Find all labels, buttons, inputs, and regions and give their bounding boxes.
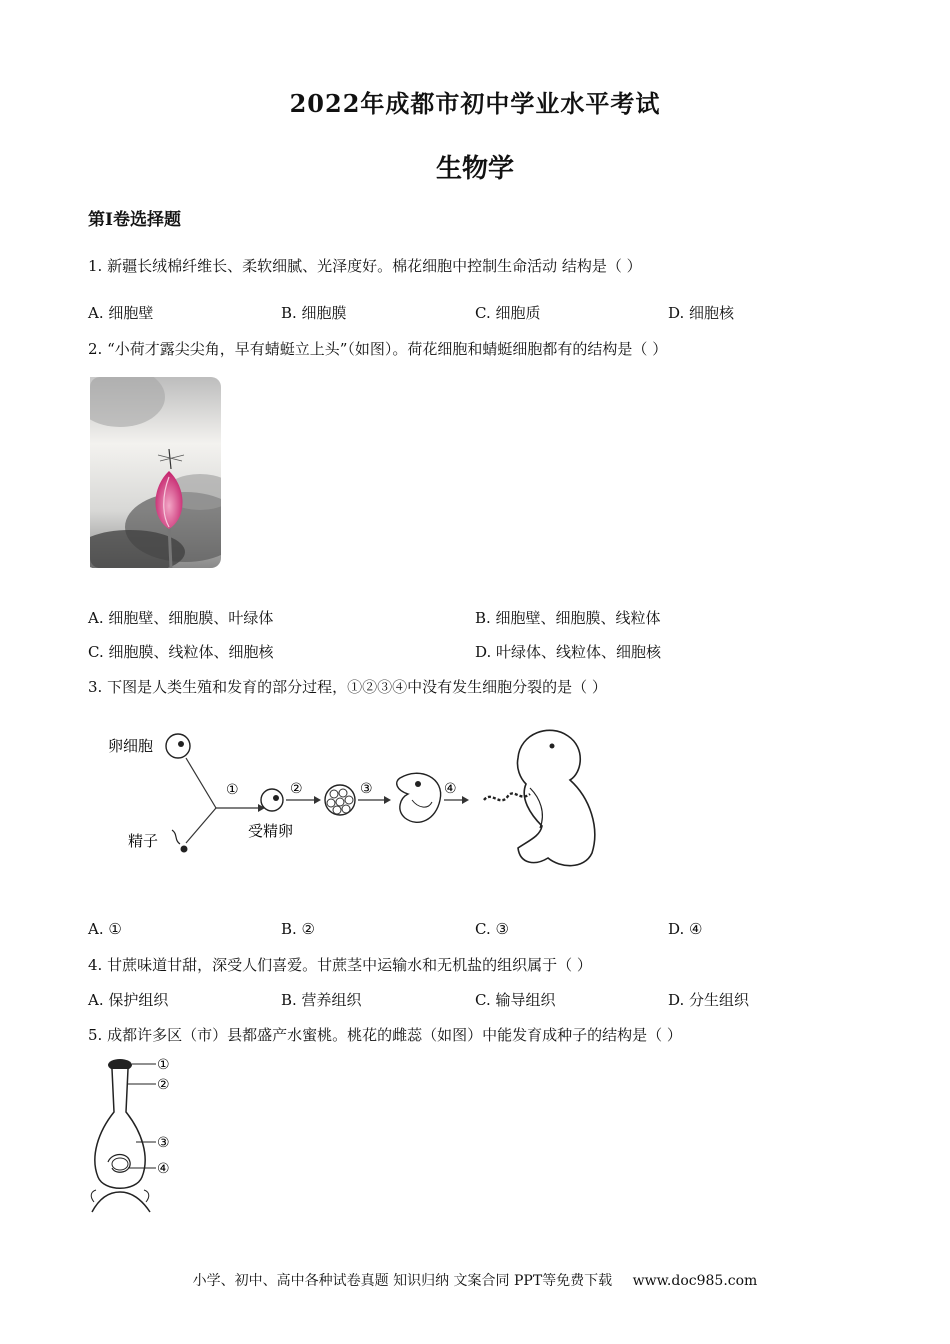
step-2-label: ②	[290, 781, 303, 797]
pistil-label-1: ①	[157, 1057, 170, 1073]
step-4-label: ④	[444, 781, 457, 797]
sperm-label: 精子	[128, 832, 159, 850]
q1-option-c: C. 细胞质	[475, 304, 541, 322]
zygote	[261, 789, 283, 811]
q1-option-a: A. 细胞壁	[88, 304, 154, 322]
footer-text: 小学、初中、高中各种试卷真题 知识归纳 文案合同 PPT等免费下载	[192, 1273, 613, 1289]
question-2-stem: 2. “小荷才露尖尖角，早有蜻蜓立上头”（如图）。荷花细胞和蜻蜓细胞都有的结构是（ ）	[88, 340, 668, 358]
egg-cell	[166, 734, 190, 758]
q2-option-b: B. 细胞壁、细胞膜、线粒体	[475, 609, 661, 627]
pistil-label-3: ③	[157, 1135, 170, 1151]
q4-option-d: D. 分生组织	[668, 991, 750, 1009]
zygote-label: 受精卵	[248, 822, 294, 840]
question-5-stem: 5. 成都许多区（市）县都盛产水蜜桃。桃花的雌蕊（如图）中能发育成种子的结构是（ ）	[88, 1026, 682, 1044]
q3-option-a: A. ①	[88, 920, 122, 938]
q4-option-a: A. 保护组织	[88, 991, 169, 1009]
sperm-cell	[181, 846, 188, 853]
q3-option-b: B. ②	[281, 920, 316, 938]
pistil-diagram	[90, 1052, 190, 1217]
step-1-label: ①	[226, 782, 239, 798]
q4-option-b: B. 营养组织	[281, 991, 362, 1009]
section-heading: 第Ⅰ卷选择题	[88, 210, 181, 230]
q2-option-a: A. 细胞壁、细胞膜、叶绿体	[88, 609, 274, 627]
footer	[0, 1270, 950, 1290]
step-3-label: ③	[360, 781, 373, 797]
fetus	[484, 730, 595, 865]
question-3-stem: 3. 下图是人类生殖和发育的部分过程，①②③④中没有发生细胞分裂的是（ ）	[88, 678, 607, 696]
q2-option-c: C. 细胞膜、线粒体、细胞核	[88, 643, 274, 661]
subject-title: 生物学	[435, 154, 514, 184]
morula	[325, 785, 355, 815]
exam-title: 2022年成都市初中学业水平考试	[289, 89, 661, 118]
q1-option-d: D. 细胞核	[668, 304, 735, 322]
pistil-label-4: ④	[157, 1161, 170, 1177]
question-1-stem: 1. 新疆长绒棉纤维长、柔软细腻、光泽度好。棉花细胞中控制生命活动 结构是（ ）	[88, 257, 642, 275]
egg-label: 卵细胞	[108, 737, 154, 755]
pistil-label-2: ②	[157, 1077, 170, 1093]
q4-option-c: C. 输导组织	[475, 991, 556, 1009]
q3-option-c: C. ③	[475, 920, 509, 938]
footer-link[interactable]: www.doc985.com	[632, 1273, 758, 1289]
q3-option-d: D. ④	[668, 920, 703, 938]
question-4-stem: 4. 甘蔗味道甘甜，深受人们喜爱。甘蔗茎中运输水和无机盐的组织属于（ ）	[88, 956, 592, 974]
embryo	[397, 773, 441, 822]
lotus-dragonfly-image	[90, 377, 221, 568]
q2-option-d: D. 叶绿体、线粒体、细胞核	[475, 643, 662, 661]
q1-option-b: B. 细胞膜	[281, 304, 347, 322]
human-development-diagram	[100, 718, 610, 878]
